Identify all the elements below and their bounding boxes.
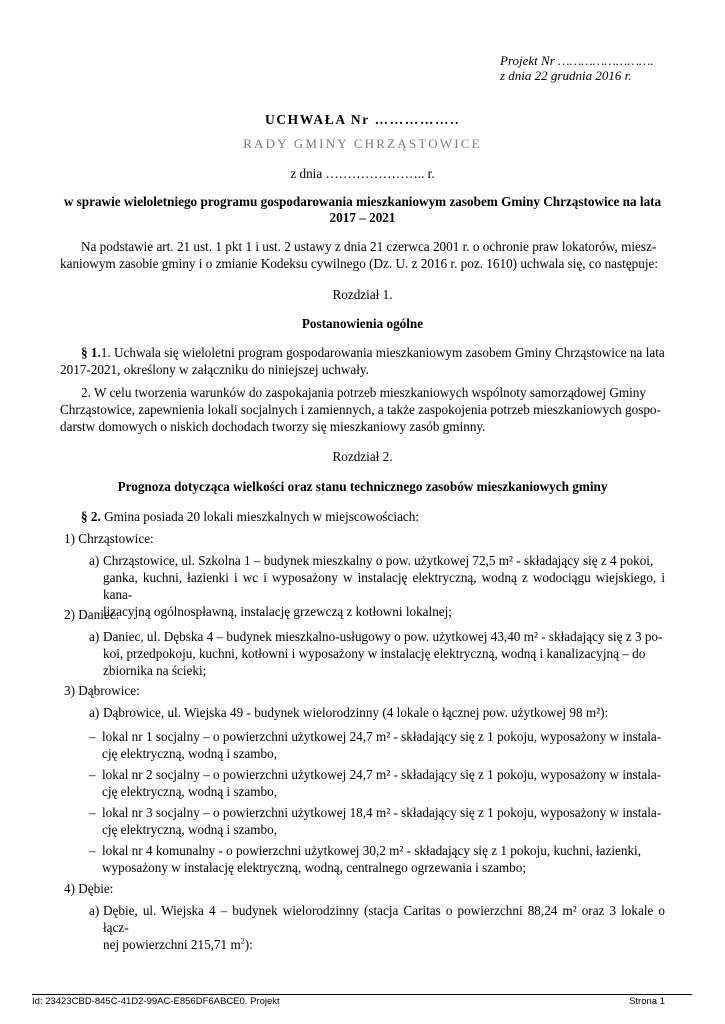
dash-mark: – [89,767,96,782]
location-heading: 3) Dąbrowice: [64,683,140,698]
superscript: 2 [240,936,245,946]
location-heading: 4) Dębie: [64,881,114,896]
paragraph-2-intro [60,508,665,525]
text-line: lokal nr 1 socjalny – o powierzchni użytkowej 24,7 m² - składający się z 1 pokoju, wyposażony w instala- [102,729,662,744]
item-label: a) [89,705,100,720]
page-number: Strona 1 [629,996,665,1007]
location-heading: 1) Chrząstowice: [64,531,154,546]
text-line: cję elektryczną, wodną i szambo, [102,822,278,837]
dash-mark: – [89,843,96,858]
council-name: RADY GMINY CHRZĄSTOWICE [243,136,482,151]
text-line: 2. W celu tworzenia warunków do zaspokajania potrzeb mieszkaniowych wspólnoty samorządowej Gminy [81,385,646,400]
item-label: a) [89,903,100,918]
list-item [89,804,665,838]
text-line [103,936,665,953]
text-line: lokal nr 2 socjalny – o powierzchni użytkowej 24,7 m² - składający się z 1 pokoju, wyposażony w instala- [102,767,662,782]
text-span: Gmina posiada 20 lokali mieszkalnych w miejscowościach: [100,509,420,524]
list-item [89,628,665,679]
project-number: Projekt Nr ……………………. [500,53,654,68]
text-line: Chrząstowice, zapewnienia lokali socjalnych i zamiennych, a także zaspokojenia potrzeb mieszkaniowych gospo- [60,402,661,417]
text-line: Dębie, ul. Wiejska 4 – budynek wielorodzinny (stacja Caritas o powierzchni 88,24 m² oraz 3 lokale o łącz- [103,903,665,935]
text-line: cję elektryczną, wodną i szambo, [102,784,278,799]
paragraph-1-point-2 [60,384,665,435]
text-span: nej powierzchni 215,71 m [103,937,241,952]
text-line: Daniec, ul. Dębska 4 – budynek mieszkalno-usługowy o pow. użytkowej 43,40 m² - składający się z 3 po- [103,629,663,644]
text-line [60,344,665,361]
item-label: a) [89,553,100,568]
list-item [89,728,665,762]
resolution-date: z dnia ………………….. r. [290,166,435,181]
resolution-subject [60,194,665,226]
list-item [89,902,665,953]
footer-divider [32,994,692,995]
text-line: lokal nr 3 socjalny – o powierzchni użytkowej 18,4 m² - składający się z 1 pokoju, wyposażony w instala- [102,805,662,820]
document-id: Id: 23423CBD-845C-41D2-99AC-E856DF6ABCE0. Projekt [32,996,280,1007]
chapter-1-label: Rozdział 1. [332,287,393,302]
chapter-2-title: Prognoza dotycząca wielkości oraz stanu technicznego zasobów mieszkaniowych gminy [117,479,608,494]
list-item [89,842,665,876]
text-line: lizacyjną ogólnospławną, instalację grzewczą z kotłowni lokalnej; [103,604,452,619]
text-span: ): [244,937,253,952]
text-line: Chrząstowice, ul. Szkolna 1 – budynek mieszkalny o pow. użytkowej 72,5 m² - składający się z 4 pokoi, [103,553,654,568]
text-line: ganka, kuchni, łazienki i wc i wyposażony w instalację elektryczną, wodną z wodociągu wiejskiego, i kana- [103,570,665,602]
project-header [500,53,654,83]
list-item [89,704,665,721]
text-line: kaniowym zasobie gminy i o zmianie Kodeksu cywilnego (Dz. U. z 2016 r. poz. 1610) uchwala się, co następuje: [60,256,659,271]
legal-basis [60,238,665,272]
subject-line: 2017 – 2021 [329,210,396,225]
resolution-title: UCHWAŁA Nr …………….. [264,112,461,127]
chapter-2-label: Rozdział 2. [332,449,393,464]
text-line: zbiornika na ścieki; [103,663,207,678]
location-heading: 2) Daniec: [64,607,120,622]
chapter-1-title: Postanowienia ogólne [301,316,424,331]
paragraph-mark: § 1. [81,345,101,360]
text-span: 1. Uchwala się wieloletni program gospodarowania mieszkaniowym zasobem Gminy Chrząstowice na lata [100,345,665,360]
item-label: a) [89,629,100,644]
text-line: darstw domowych o niskich dochodach tworzy się mieszkaniowy zasób gminny. [60,419,486,434]
text-line: lokal nr 4 komunalny - o powierzchni użytkowej 30,2 m² - składający się z 1 pokoju, kuchni, łazienki, [102,843,642,858]
paragraph-1 [60,344,665,378]
list-item [89,766,665,800]
dash-mark: – [89,729,96,744]
subject-line: w sprawie wieloletniego programu gospodarowania mieszkaniowym zasobem Gminy Chrząstowice na lata [63,194,662,209]
list-item [89,552,665,620]
text-line: Dąbrowice, ul. Wiejska 49 - budynek wielorodzinny (4 lokale o łącznej pow. użytkowej 98 m²): [103,705,609,720]
text-line: cję elektryczną, wodną i szambo, [102,746,278,761]
project-date: z dnia 22 grudnia 2016 r. [500,68,632,83]
dash-mark: – [89,805,96,820]
paragraph-mark: § 2. [81,509,101,524]
text-line: 2017-2021, określony w załączniku do niniejszej uchwały. [60,362,369,377]
text-line: Na podstawie art. 21 ust. 1 pkt 1 i ust. 2 ustawy z dnia 21 czerwca 2001 r. o ochronie praw lokatorów, miesz- [81,239,657,254]
text-line: koi, przedpokoju, kuchni, kotłowni i wyposażony w instalację elektryczną, wodną i kanalizacyjną – do [103,646,646,661]
text-line: wyposażony w instalację elektryczną, wodną, centralnego ogrzewania i szambo; [102,860,527,875]
